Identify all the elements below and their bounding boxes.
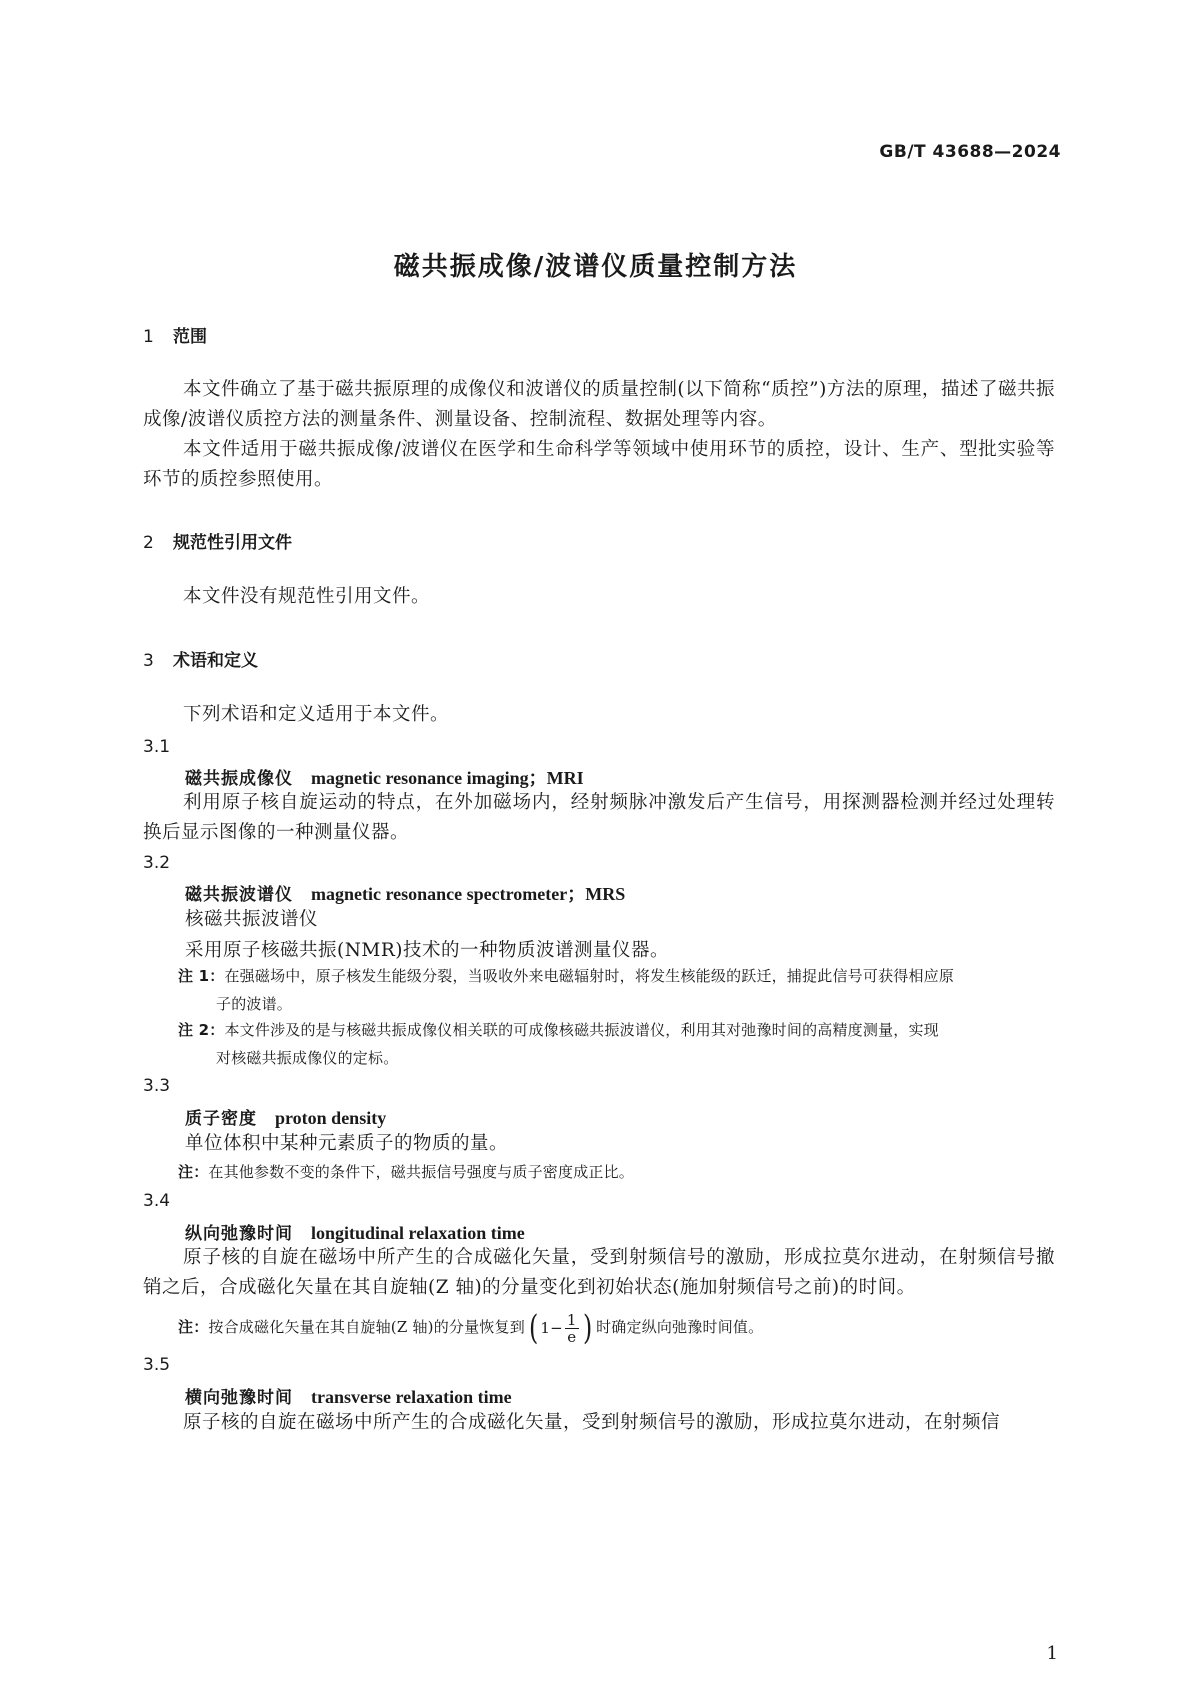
recovery-fraction-formula	[527, 1308, 594, 1348]
note-tag: 注 2：	[178, 1021, 225, 1039]
term-3-3-number: 3.3	[143, 1076, 171, 1096]
term-3-5-name	[185, 1383, 512, 1408]
note-text: 本文件涉及的是与核磁共振成像仪相关联的可成像核磁共振波谱仪，利用其对弛豫时间的高精度测量，实现	[224, 1021, 939, 1039]
formula-numerator: 1	[566, 1310, 577, 1329]
note-text-after: 时确定纵向弛豫时间值。	[596, 1318, 764, 1336]
section-number: 1	[143, 327, 154, 347]
term-3-2-definition: 采用原子核磁共振(NMR)技术的一种物质波谱测量仪器。	[185, 940, 669, 961]
term-3-3-note	[178, 1158, 1058, 1186]
term-3-2-note-1	[178, 962, 1058, 1018]
term-3-3-name	[185, 1104, 386, 1129]
section-1-paragraph-1: 本文件确立了基于磁共振原理的成像仪和波谱仪的质量控制(以下简称“质控”)方法的原理，描述了磁共振成像/波谱仪质控方法的测量条件、测量设备、控制流程、数据处理等内容。	[143, 379, 1055, 430]
note-tag: 注 1：	[178, 967, 225, 985]
section-number: 2	[143, 533, 154, 553]
term-3-4-number: 3.4	[143, 1191, 171, 1211]
formula-right-paren: )	[582, 1308, 593, 1348]
section-title: 术语和定义	[173, 651, 258, 671]
term-en: proton density	[275, 1108, 387, 1128]
note-text: 按合成磁化矢量在其自旋轴(Z 轴)的分量恢复到	[208, 1318, 525, 1336]
formula-one-minus: 1−	[540, 1319, 563, 1337]
term-3-2-number: 3.2	[143, 853, 171, 873]
term-3-5-number: 3.5	[143, 1355, 171, 1375]
term-zh: 横向弛豫时间	[185, 1388, 293, 1408]
note-tag: 注：	[178, 1163, 209, 1181]
term-3-1-number: 3.1	[143, 737, 171, 757]
note-tag: 注：	[178, 1318, 209, 1336]
formula-denominator: e	[567, 1327, 577, 1346]
document-title: 磁共振成像/波谱仪质量控制方法	[393, 252, 798, 282]
term-en: longitudinal relaxation time	[311, 1223, 525, 1243]
note-text-continued: 对核磁共振成像仪的定标。	[216, 1049, 399, 1067]
term-zh: 纵向弛豫时间	[185, 1224, 293, 1244]
note-text: 在其他参数不变的条件下，磁共振信号强度与质子密度成正比。	[208, 1163, 635, 1181]
term-zh: 磁共振波谱仪	[185, 885, 293, 905]
term-en: magnetic resonance spectrometer；MRS	[311, 884, 626, 904]
section-1-heading	[143, 322, 207, 347]
note-text-continued: 子的波谱。	[216, 995, 293, 1013]
note-text: 在强磁场中，原子核发生能级分裂，当吸收外来电磁辐射时，将发生核能级的跃迁，捕捉此信号可获得相应原	[224, 967, 955, 985]
section-title: 范围	[173, 327, 207, 347]
term-3-2-name	[185, 880, 625, 906]
term-en: transverse relaxation time	[311, 1387, 512, 1407]
term-3-4-name	[185, 1219, 525, 1244]
section-1-paragraph-2: 本文件适用于磁共振成像/波谱仪在医学和生命科学等领域中使用环节的质控，设计、生产、型批实验等环节的质控参照使用。	[143, 439, 1055, 490]
section-number: 3	[143, 651, 154, 671]
term-en: magnetic resonance imaging；MRI	[311, 768, 584, 788]
section-3-heading	[143, 646, 258, 671]
term-3-4-note	[178, 1308, 1058, 1348]
term-3-3-definition: 单位体积中某种元素质子的物质的量。	[185, 1133, 509, 1154]
formula-fraction	[565, 1312, 579, 1345]
section-2-paragraph-1: 本文件没有规范性引用文件。	[183, 586, 431, 607]
term-3-4-definition: 原子核的自旋在磁场中所产生的合成磁化矢量，受到射频信号的激励，形成拉莫尔进动，在射频信号撤销之后，合成磁化矢量在其自旋轴(Z 轴)的分量变化到初始状态(施加射频信号之前)的时间。	[143, 1247, 1055, 1298]
page-number: 1	[1046, 1643, 1058, 1664]
section-2-heading	[143, 528, 292, 553]
term-3-2-synonym: 核磁共振波谱仪	[185, 909, 319, 930]
term-3-2-note-2	[178, 1016, 1058, 1072]
section-title: 规范性引用文件	[173, 533, 292, 553]
section-3-intro: 下列术语和定义适用于本文件。	[183, 704, 450, 725]
formula-left-paren: (	[528, 1308, 539, 1348]
standard-number: GB/T 43688—2024	[879, 142, 1061, 162]
term-zh: 磁共振成像仪	[185, 769, 293, 789]
term-3-1-name	[185, 764, 584, 790]
term-zh: 质子密度	[185, 1109, 257, 1129]
term-3-5-definition: 原子核的自旋在磁场中所产生的合成磁化矢量，受到射频信号的激励，形成拉莫尔进动，在射频信	[183, 1412, 1001, 1433]
term-3-1-definition: 利用原子核自旋运动的特点，在外加磁场内，经射频脉冲激发后产生信号，用探测器检测并经过处理转换后显示图像的一种测量仪器。	[143, 792, 1055, 843]
